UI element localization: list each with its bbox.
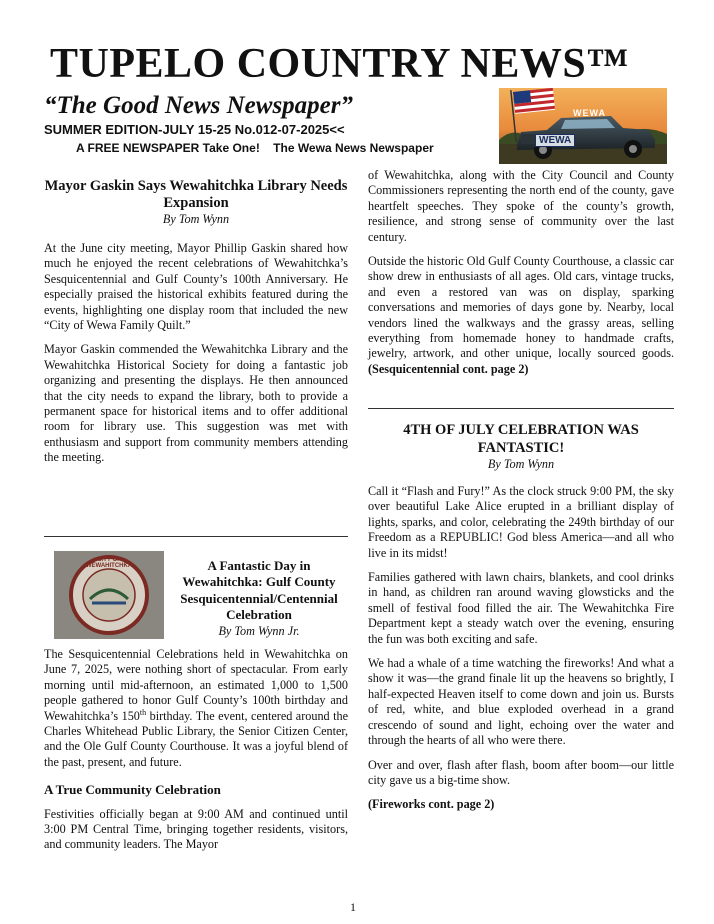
article-library [44, 178, 348, 475]
city-seal-text: CITY OF WEWAHITCHKA [85, 557, 133, 569]
article-sesqui-subheading: A True Community Celebration [44, 782, 221, 798]
article-sesqui-paragraph [368, 254, 674, 377]
truck-photo [499, 88, 667, 164]
article-sesqui-headline-block [170, 558, 348, 639]
masthead-title: TUPELO COUNTRY NEWS™ [50, 41, 629, 87]
article-sesqui-paragraph: Festivities officially began at 9:00 AM and continued until 3:00 PM Central Time, bringing together residents, visitors, and community leaders. The Mayor [44, 806, 348, 852]
article-sesqui-paragraph [44, 647, 348, 770]
article-sesqui-byline: By Tom Wynn Jr. [218, 623, 300, 638]
article-fourth-july [368, 421, 674, 822]
article-sesqui-paragraph: of Wewahitchka, along with the City Council and County Commissioners representing the north end of the county, gave heartfelt speeches. They spoke of the county’s growth, resilience, and strong sense of community over the last century. [368, 168, 674, 244]
article-sesqui-headline: A Fantastic Day in Wewahitchka: Gulf County Sesquicentennial/Centennial Celebration [180, 558, 338, 623]
free-newspaper-line [76, 141, 434, 155]
article-library-paragraph: At the June city meeting, Mayor Phillip Gaskin shared how much he enjoyed the recent celebrations of Wewahitchka’s Sesquicentennial and Gulf County’s 100th Anniversary. He especially praised the historical exhibits featured during the events, highlighting one display room that included the new “City of Wewa Family Quilt.” [44, 241, 348, 333]
edition-line: SUMMER EDITION-JULY 15-25 No.012-07-2025<< [44, 122, 345, 137]
article-sesqui-body [44, 647, 348, 862]
masthead-tagline: “The Good News Newspaper” [44, 92, 354, 119]
wewa-news-text: The Wewa News Newspaper [273, 141, 434, 155]
page-number: 1 [350, 900, 356, 914]
sesqui-paragraph-part: birthday. The event, centered around the Charles Whitehead Public Library, the Senior Citizen Center, and the Ole Gulf County Courthouse. It was a joyful blend of the past, present, and future. [44, 708, 348, 769]
truck-illustration [499, 88, 667, 164]
city-seal-photo [54, 551, 164, 639]
article-fourth-paragraph: We had a whale of a time watching the fireworks! And what a show it was—the grand finale lit up the heavens so brightly, I half-expected Heaven itself to come down and join us. Bursts of red, white, and blue exploded overhead in a grand crescendo of sound and light, echoing over the water and through the hearts of all who were there. [368, 656, 674, 748]
article-fourth-byline: By Tom Wynn [487, 457, 555, 471]
truck-badge-label: WEWA [573, 108, 606, 118]
article-fourth-paragraph: Over and over, flash after flash, boom after boom—our little city gave us a big-time show. [368, 757, 674, 787]
free-newspaper-text: A FREE NEWSPAPER Take One! [76, 141, 260, 155]
article-library-headline: Mayor Gaskin Says Wewahitchka Library Needs Expansion [44, 178, 348, 211]
sesqui-paragraph-text: Outside the historic Old Gulf County Courthouse, a classic car show drew in enthusiasts of all ages. Old cars, vintage trucks, and even a restored van was on display, sparking conversations and memories of days gone by. Nearby, local vendors lined the walkways and the grassy areas, selling everything from homemade honey to handmade crafts, jewelry, artwork, and other unique, locally sourced goods. [368, 254, 674, 361]
sesqui-continued-link[interactable]: (Sesquicentennial cont. page 2) [368, 361, 529, 376]
article-fourth-paragraph: Call it “Flash and Fury!” As the clock struck 9:00 PM, the sky over beautiful Lake Alice erupted in a brilliant display of lights, sparks, and color, celebrating the 249th birthday of our Freedom as a REPUBLIC! God bless America—and all who live in its midst! [368, 484, 674, 560]
sesqui-paragraph-part: The Sesquicentennial Celebrations held in Wewahitchka on June 7, 2025, were nothing short of spectacular. From early morning until mid-afternoon, an estimated 1,000 to 1,500 people gathered to honor Gulf County’s 100th birthday and Wewahitchka’s 150 [44, 647, 348, 723]
article-sesqui-continued [368, 168, 674, 386]
superscript-th: th [139, 707, 147, 717]
article-fourth-paragraph: Families gathered with lawn chairs, blankets, and cool drinks in hand, as children ran around waving glowsticks and the smell of festival food filled the air. The Wewahitchka Fire Department kept a steady watch over the evening, ensuring the fun was both exciting and safe. [368, 570, 674, 646]
truck-plate-label: WEWA [535, 134, 575, 147]
column-divider [44, 536, 348, 537]
article-fourth-headline: 4TH OF JULY CELEBRATION WAS FANTASTIC! [403, 422, 639, 456]
column-divider [368, 408, 674, 409]
fireworks-continued-link[interactable]: (Fireworks cont. page 2) [368, 797, 495, 812]
article-library-paragraph: Mayor Gaskin commended the Wewahitchka Library and the Wewahitchka Historical Society for doing a fantastic job organizing and presenting the displays. He then announced that the city needs to expand the library, both to provide a permanent space for historical items and to offer additional room for library use. This suggestion was met with enthusiasm and support from community members attending the meeting. [44, 342, 348, 465]
article-library-byline: By Tom Wynn [162, 212, 230, 226]
